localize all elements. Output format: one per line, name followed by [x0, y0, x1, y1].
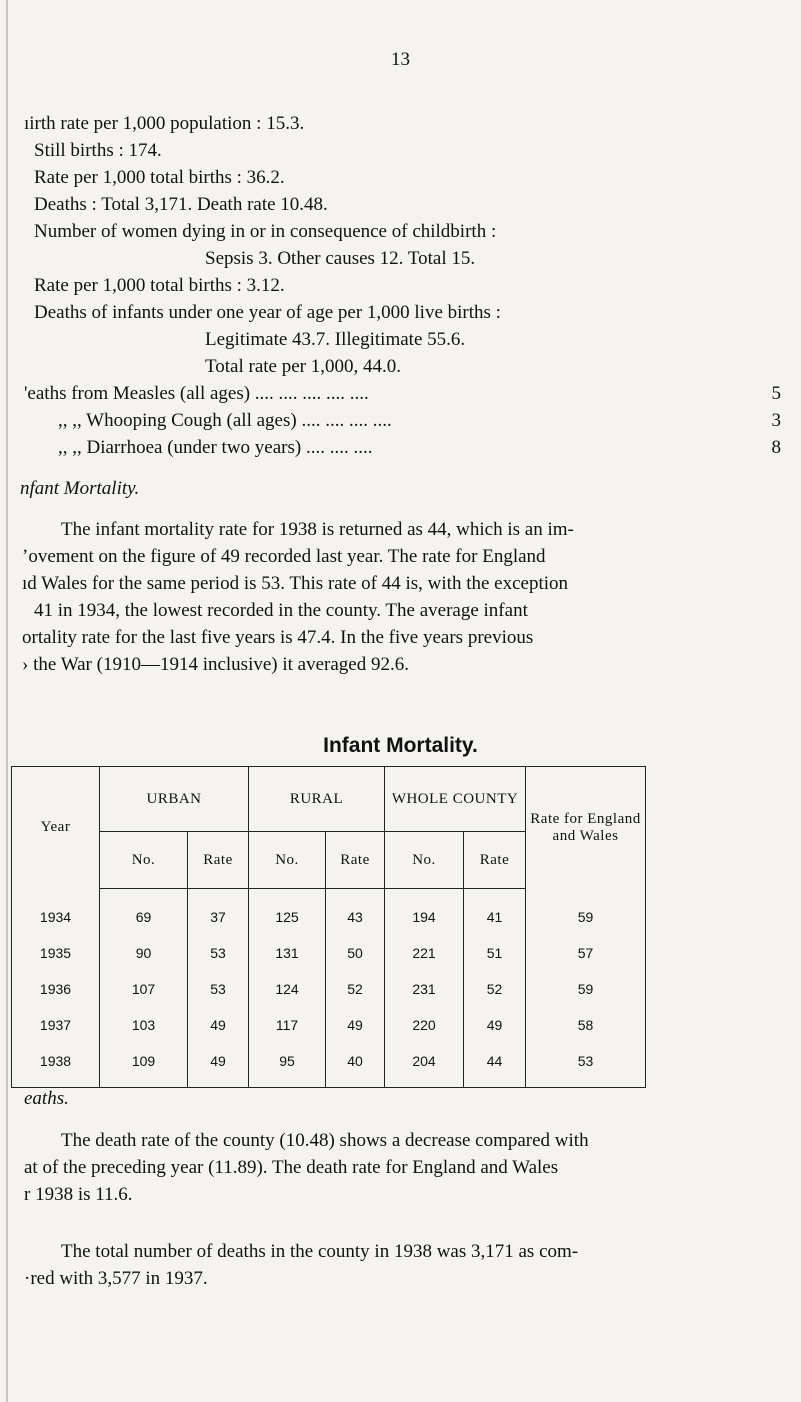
disease-label: ,, ,, Diarrhoea (under two years) .... .... ....: [58, 437, 373, 458]
paragraph-line: ’ovement on the figure of 49 recorded last year. The rate for England: [22, 546, 546, 567]
england-wales-rate-header: Rate for England and Wales: [526, 767, 646, 889]
year-cell: 1937: [12, 1007, 100, 1043]
table-row: [12, 971, 646, 1007]
table-cell: 53: [526, 1043, 646, 1088]
whole-county-header: WHOLE COUNTY: [385, 767, 526, 832]
paragraph-line: › the War (1910—1914 inclusive) it averaged 92.6.: [22, 654, 409, 675]
county-no-header: No.: [385, 832, 464, 889]
measles-deaths-row: [24, 382, 781, 406]
page-edge: [6, 0, 8, 1402]
infant-mortality-heading: nfant Mortality.: [20, 478, 140, 499]
table-cell: 53: [188, 935, 249, 971]
infant-mortality-table: [11, 766, 646, 1088]
rural-rate-header: Rate: [326, 832, 385, 889]
paragraph-line: The total number of deaths in the county in 1938 was 3,171 as com-: [61, 1241, 579, 1262]
paragraph-line: r 1938 is 11.6.: [24, 1184, 133, 1205]
table-row: [12, 1007, 646, 1043]
still-births-line: Still births : 174.: [34, 140, 162, 161]
whooping-cough-deaths-row: [58, 409, 781, 433]
paragraph-line: 41 in 1934, the lowest recorded in the county. The average infant: [34, 600, 528, 621]
table-cell: 103: [100, 1007, 188, 1043]
infant-deaths-intro-line: Deaths of infants under one year of age per 1,000 live births :: [34, 302, 501, 323]
paragraph-line: ·red with 3,577 in 1937.: [24, 1268, 208, 1289]
table-cell: 52: [464, 971, 526, 1007]
year-cell: 1936: [12, 971, 100, 1007]
table-cell: 37: [188, 889, 249, 936]
table-cell: 124: [249, 971, 326, 1007]
table-row: [12, 1043, 646, 1088]
table-cell: 90: [100, 935, 188, 971]
table-cell: 131: [249, 935, 326, 971]
year-cell: 1934: [12, 889, 100, 936]
rural-header: RURAL: [249, 767, 385, 832]
page-number: 13: [391, 49, 410, 70]
disease-count: 5: [771, 383, 781, 404]
table-title: Infant Mortality.: [323, 734, 478, 757]
table-cell: 125: [249, 889, 326, 936]
deaths-heading: eaths.: [24, 1088, 69, 1109]
table-cell: 109: [100, 1043, 188, 1088]
county-rate-header: Rate: [464, 832, 526, 889]
table-cell: 49: [188, 1007, 249, 1043]
table-cell: 59: [526, 971, 646, 1007]
table-cell: 117: [249, 1007, 326, 1043]
table-cell: 49: [464, 1007, 526, 1043]
table-cell: 44: [464, 1043, 526, 1088]
paragraph-line: ortality rate for the last five years is 47.4. In the five years previous: [22, 627, 534, 648]
year-cell: 1938: [12, 1043, 100, 1088]
rural-no-header: No.: [249, 832, 326, 889]
disease-count: 8: [771, 437, 781, 458]
table-cell: 50: [326, 935, 385, 971]
table-cell: 95: [249, 1043, 326, 1088]
table-cell: 58: [526, 1007, 646, 1043]
diarrhoea-deaths-row: [58, 436, 781, 460]
table-cell: 53: [188, 971, 249, 1007]
year-header: Year: [12, 767, 100, 889]
table-cell: 41: [464, 889, 526, 936]
year-cell: 1935: [12, 935, 100, 971]
table-cell: 107: [100, 971, 188, 1007]
infant-deaths-detail-line: Legitimate 43.7. Illegitimate 55.6.: [205, 329, 466, 350]
disease-label: 'eaths from Measles (all ages) .... .... .... .... ....: [24, 383, 369, 404]
urban-no-header: No.: [100, 832, 188, 889]
birth-rate-line: ıirth rate per 1,000 population : 15.3.: [24, 113, 305, 134]
table-cell: 194: [385, 889, 464, 936]
paragraph-line: The infant mortality rate for 1938 is returned as 44, which is an im-: [61, 519, 574, 540]
disease-count: 3: [771, 410, 781, 431]
table-cell: 52: [326, 971, 385, 1007]
maternal-detail-line: Sepsis 3. Other causes 12. Total 15.: [205, 248, 476, 269]
deaths-line: Deaths : Total 3,171. Death rate 10.48.: [34, 194, 328, 215]
still-birth-rate-line: Rate per 1,000 total births : 36.2.: [34, 167, 285, 188]
table-cell: 57: [526, 935, 646, 971]
table-cell: 49: [188, 1043, 249, 1088]
maternal-rate-line: Rate per 1,000 total births : 3.12.: [34, 275, 285, 296]
disease-label: ,, ,, Whooping Cough (all ages) .... .... .... ....: [58, 410, 392, 431]
table-row: [12, 935, 646, 971]
urban-rate-header: Rate: [188, 832, 249, 889]
table-cell: 204: [385, 1043, 464, 1088]
table-cell: 49: [326, 1007, 385, 1043]
maternal-intro-line: Number of women dying in or in consequence of childbirth :: [34, 221, 497, 242]
paragraph-line: ıd Wales for the same period is 53. This rate of 44 is, with the exception: [22, 573, 569, 594]
table-cell: 231: [385, 971, 464, 1007]
table-cell: 59: [526, 889, 646, 936]
infant-deaths-total-line: Total rate per 1,000, 44.0.: [205, 356, 402, 377]
table-cell: 221: [385, 935, 464, 971]
table-cell: 220: [385, 1007, 464, 1043]
table-cell: 51: [464, 935, 526, 971]
table-row: [12, 889, 646, 936]
paragraph-line: at of the preceding year (11.89). The death rate for England and Wales: [24, 1157, 559, 1178]
urban-header: URBAN: [100, 767, 249, 832]
table-cell: 40: [326, 1043, 385, 1088]
table-cell: 43: [326, 889, 385, 936]
table-cell: 69: [100, 889, 188, 936]
paragraph-line: The death rate of the county (10.48) shows a decrease compared with: [61, 1130, 589, 1151]
